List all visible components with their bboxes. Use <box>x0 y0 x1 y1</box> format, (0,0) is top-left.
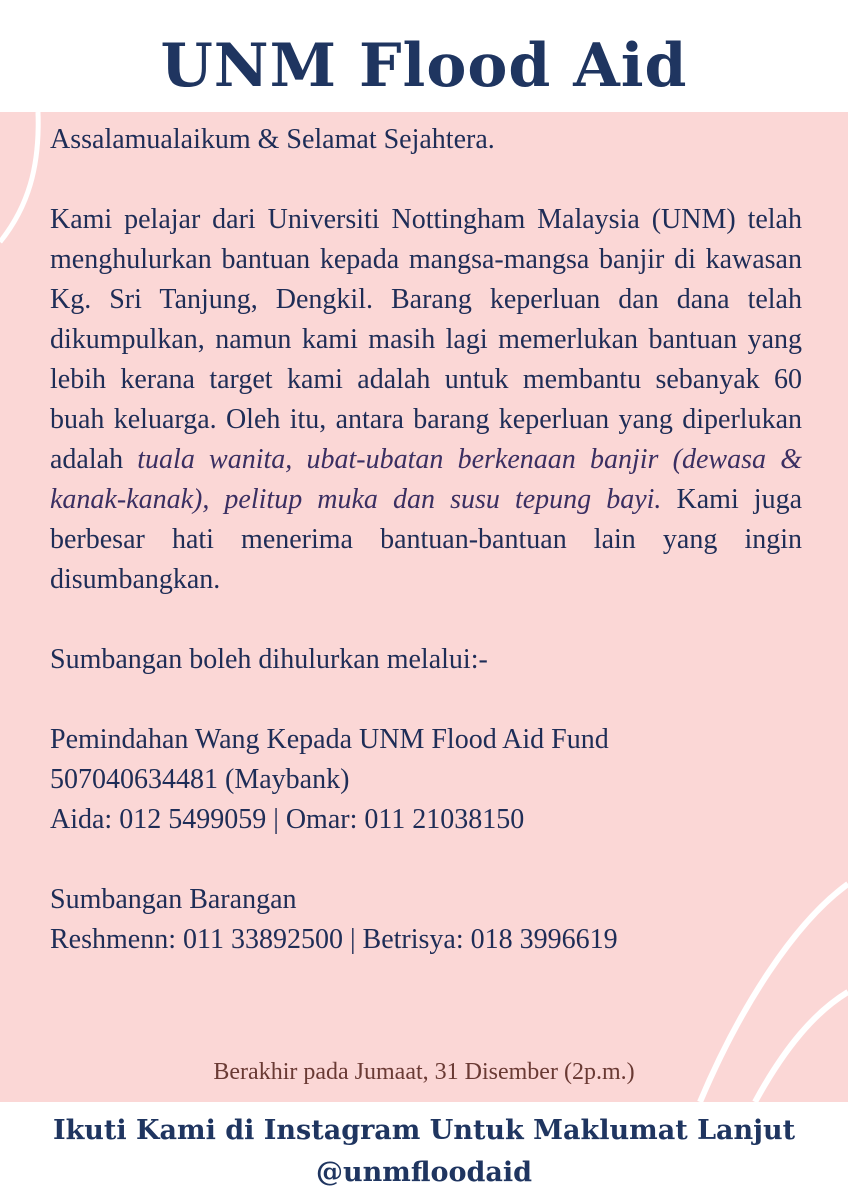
greeting-text: Assalamualaikum & Selamat Sejahtera. <box>50 124 495 155</box>
goods-contacts: Reshmenn: 011 33892500 | Betrisya: 018 3996619 <box>50 924 618 955</box>
transfer-account: 507040634481 (Maybank) <box>50 764 350 795</box>
needed-items-text: tuala wanita, ubat-ubatan berkenaan banjir (dewasa & kanak-kanak), pelitup muka dan susu tepung bayi. <box>50 444 802 515</box>
appeal-intro-text: Kami pelajar dari Universiti Nottingham Malaysia (UNM) telah menghulurkan bantuan kepada mangsa-mangsa banjir di kawasan Kg. Sri Tanjung, Dengkil. Barang keperluan dan dana telah dikumpulkan, namun kami masih lagi memerlukan bantuan yang lebih kerana target kami adalah untuk membantu sebanyak 60 buah keluarga. Oleh itu, antara barang keperluan yang diperlukan adalah <box>50 204 802 475</box>
goods-title: Sumbangan Barangan <box>50 884 297 915</box>
page-title: UNM Flood Aid <box>160 31 688 101</box>
appeal-paragraph <box>50 200 802 600</box>
letter-body <box>50 120 802 960</box>
appeal-closing-text: Kami juga berbesar hati menerima bantuan-bantuan lain yang ingin disumbangkan. <box>50 484 802 595</box>
donation-heading: Sumbangan boleh dihulurkan melalui:- <box>50 644 488 675</box>
instagram-handle: @unmfloodaid <box>316 1157 532 1188</box>
deadline-text: Berakhir pada Jumaat, 31 Disember (2p.m.) <box>213 1059 635 1085</box>
transfer-title: Pemindahan Wang Kepada UNM Flood Aid Fund <box>50 724 609 755</box>
instagram-footer <box>0 1110 848 1194</box>
transfer-contacts: Aida: 012 5499059 | Omar: 011 21038150 <box>50 804 525 835</box>
footer-cta-text: Ikuti Kami di Instagram Untuk Maklumat Lanjut <box>52 1115 796 1146</box>
